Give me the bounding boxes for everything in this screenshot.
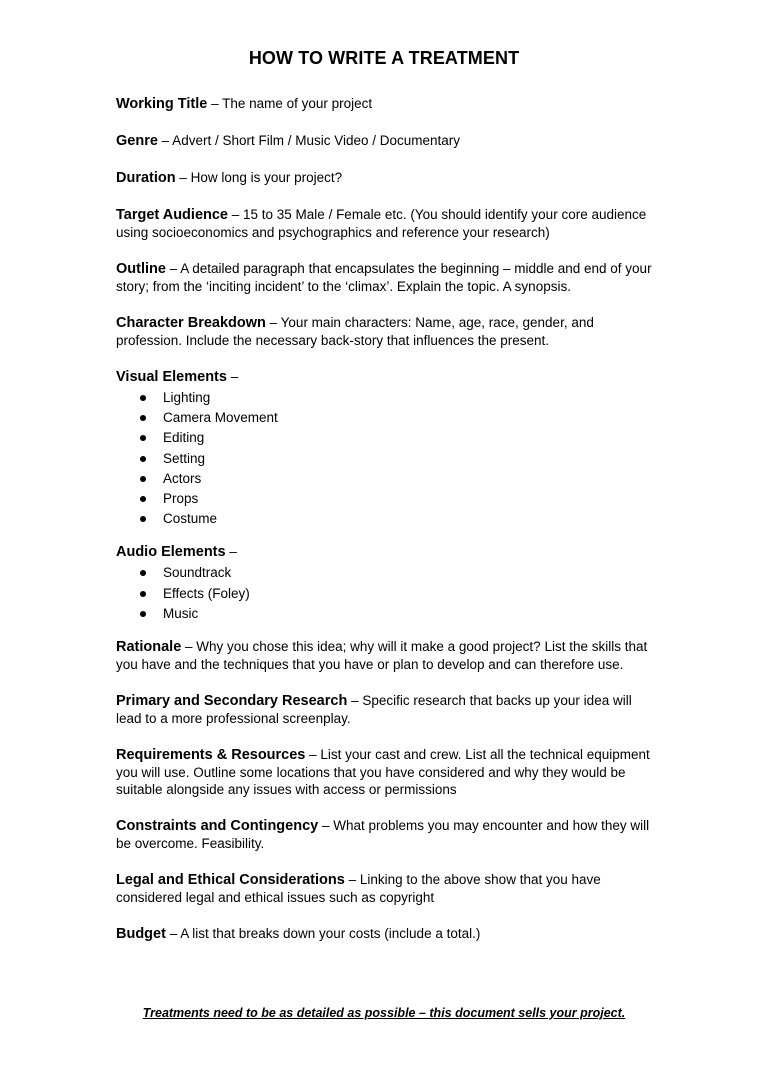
list-item: Soundtrack (116, 563, 656, 583)
page-title (0, 48, 768, 69)
section-text: – (226, 369, 239, 384)
bullet-icon (140, 415, 146, 421)
section-outline (116, 260, 656, 295)
list-item: Lighting (116, 388, 656, 408)
section-heading: Visual Elements (116, 369, 227, 385)
section-text: – (225, 544, 237, 560)
bullet-icon (140, 516, 146, 522)
section-heading: Budget (116, 926, 166, 943)
section-text: – How long is your project? (175, 170, 343, 185)
bullet-icon (140, 395, 146, 401)
section-budget (116, 925, 656, 943)
section-heading: Genre (116, 133, 158, 149)
section-heading: Character Breakdown (116, 315, 266, 331)
section-heading: Outline (116, 261, 166, 277)
section-constraints (116, 817, 656, 852)
section-research (116, 692, 656, 727)
section-target-audience (116, 206, 656, 241)
bullet-icon (140, 435, 146, 441)
section-text: – Why you chose this idea; why will it make a good project? List the skills that you have and the techniques that you have or plan to develop and can therefore use. (116, 639, 648, 673)
section-text: – Specific research that backs up your idea will lead to a more professional screenplay. (116, 693, 632, 727)
section-working-title (116, 95, 656, 113)
section-text: – 15 to 35 Male / Female etc. (You should identify your core audience using socioeconomics and psychographics and reference your research) (116, 207, 647, 240)
section-heading: Requirements & Resources (116, 747, 306, 764)
audio-elements-list (116, 563, 656, 624)
section-visual-elements (116, 368, 656, 529)
section-heading: Legal and Ethical Considerations (116, 872, 345, 889)
section-heading: Rationale (116, 639, 182, 656)
section-heading: Audio Elements (116, 544, 226, 561)
section-heading: Working Title (116, 96, 208, 112)
section-heading: Constraints and Contingency (116, 818, 319, 835)
section-heading: Target Audience (116, 207, 228, 223)
section-text: – What problems you may encounter and how they will be overcome. Feasibility. (116, 818, 650, 852)
section-duration (116, 169, 656, 187)
bullet-icon (140, 570, 146, 576)
section-audio-elements (116, 543, 656, 624)
bullet-icon (140, 496, 146, 502)
section-requirements (116, 746, 656, 798)
list-item: Effects (Foley) (116, 584, 656, 604)
list-item: Setting (116, 449, 656, 469)
list-item: Editing (116, 428, 656, 448)
section-text: – Advert / Short Film / Music Video / Documentary (157, 133, 461, 148)
bullet-icon (140, 456, 146, 462)
section-character-breakdown (116, 314, 656, 349)
section-legal (116, 871, 656, 906)
section-text: – Linking to the above show that you have considered legal and ethical issues such as copyright (116, 872, 601, 906)
section-text: – The name of your project (207, 96, 373, 111)
section-text: – A detailed paragraph that encapsulates the beginning – middle and end of your story; from the ‘inciting incident’ to the ‘climax’. Explain the topic. A synopsis. (116, 261, 652, 294)
document-body (116, 95, 656, 962)
footer-note: Treatments need to be as detailed as possible – this document sells your project. (142, 1006, 626, 1020)
section-heading: Duration (116, 170, 176, 186)
visual-elements-list (116, 388, 656, 529)
section-genre (116, 132, 656, 150)
list-item: Costume (116, 509, 656, 529)
list-item: Camera Movement (116, 408, 656, 428)
section-text: – Your main characters: Name, age, race, gender, and profession. Include the necessary back-story that influences the present. (116, 315, 594, 348)
bullet-icon (140, 611, 146, 617)
list-item: Music (116, 604, 656, 624)
bullet-icon (140, 476, 146, 482)
section-rationale (116, 638, 656, 673)
section-heading: Primary and Secondary Research (116, 693, 348, 710)
list-item: Actors (116, 469, 656, 489)
section-text: – A list that breaks down your costs (include a total.) (165, 926, 481, 942)
page-title-text: HOW TO WRITE A TREATMENT (248, 48, 520, 68)
bullet-icon (140, 591, 146, 597)
section-text: – List your cast and crew. List all the technical equipment you will use. Outline some locations that you have considered and why they would be suitable alongside any issues with access or permissions (116, 747, 650, 798)
list-item: Props (116, 489, 656, 509)
